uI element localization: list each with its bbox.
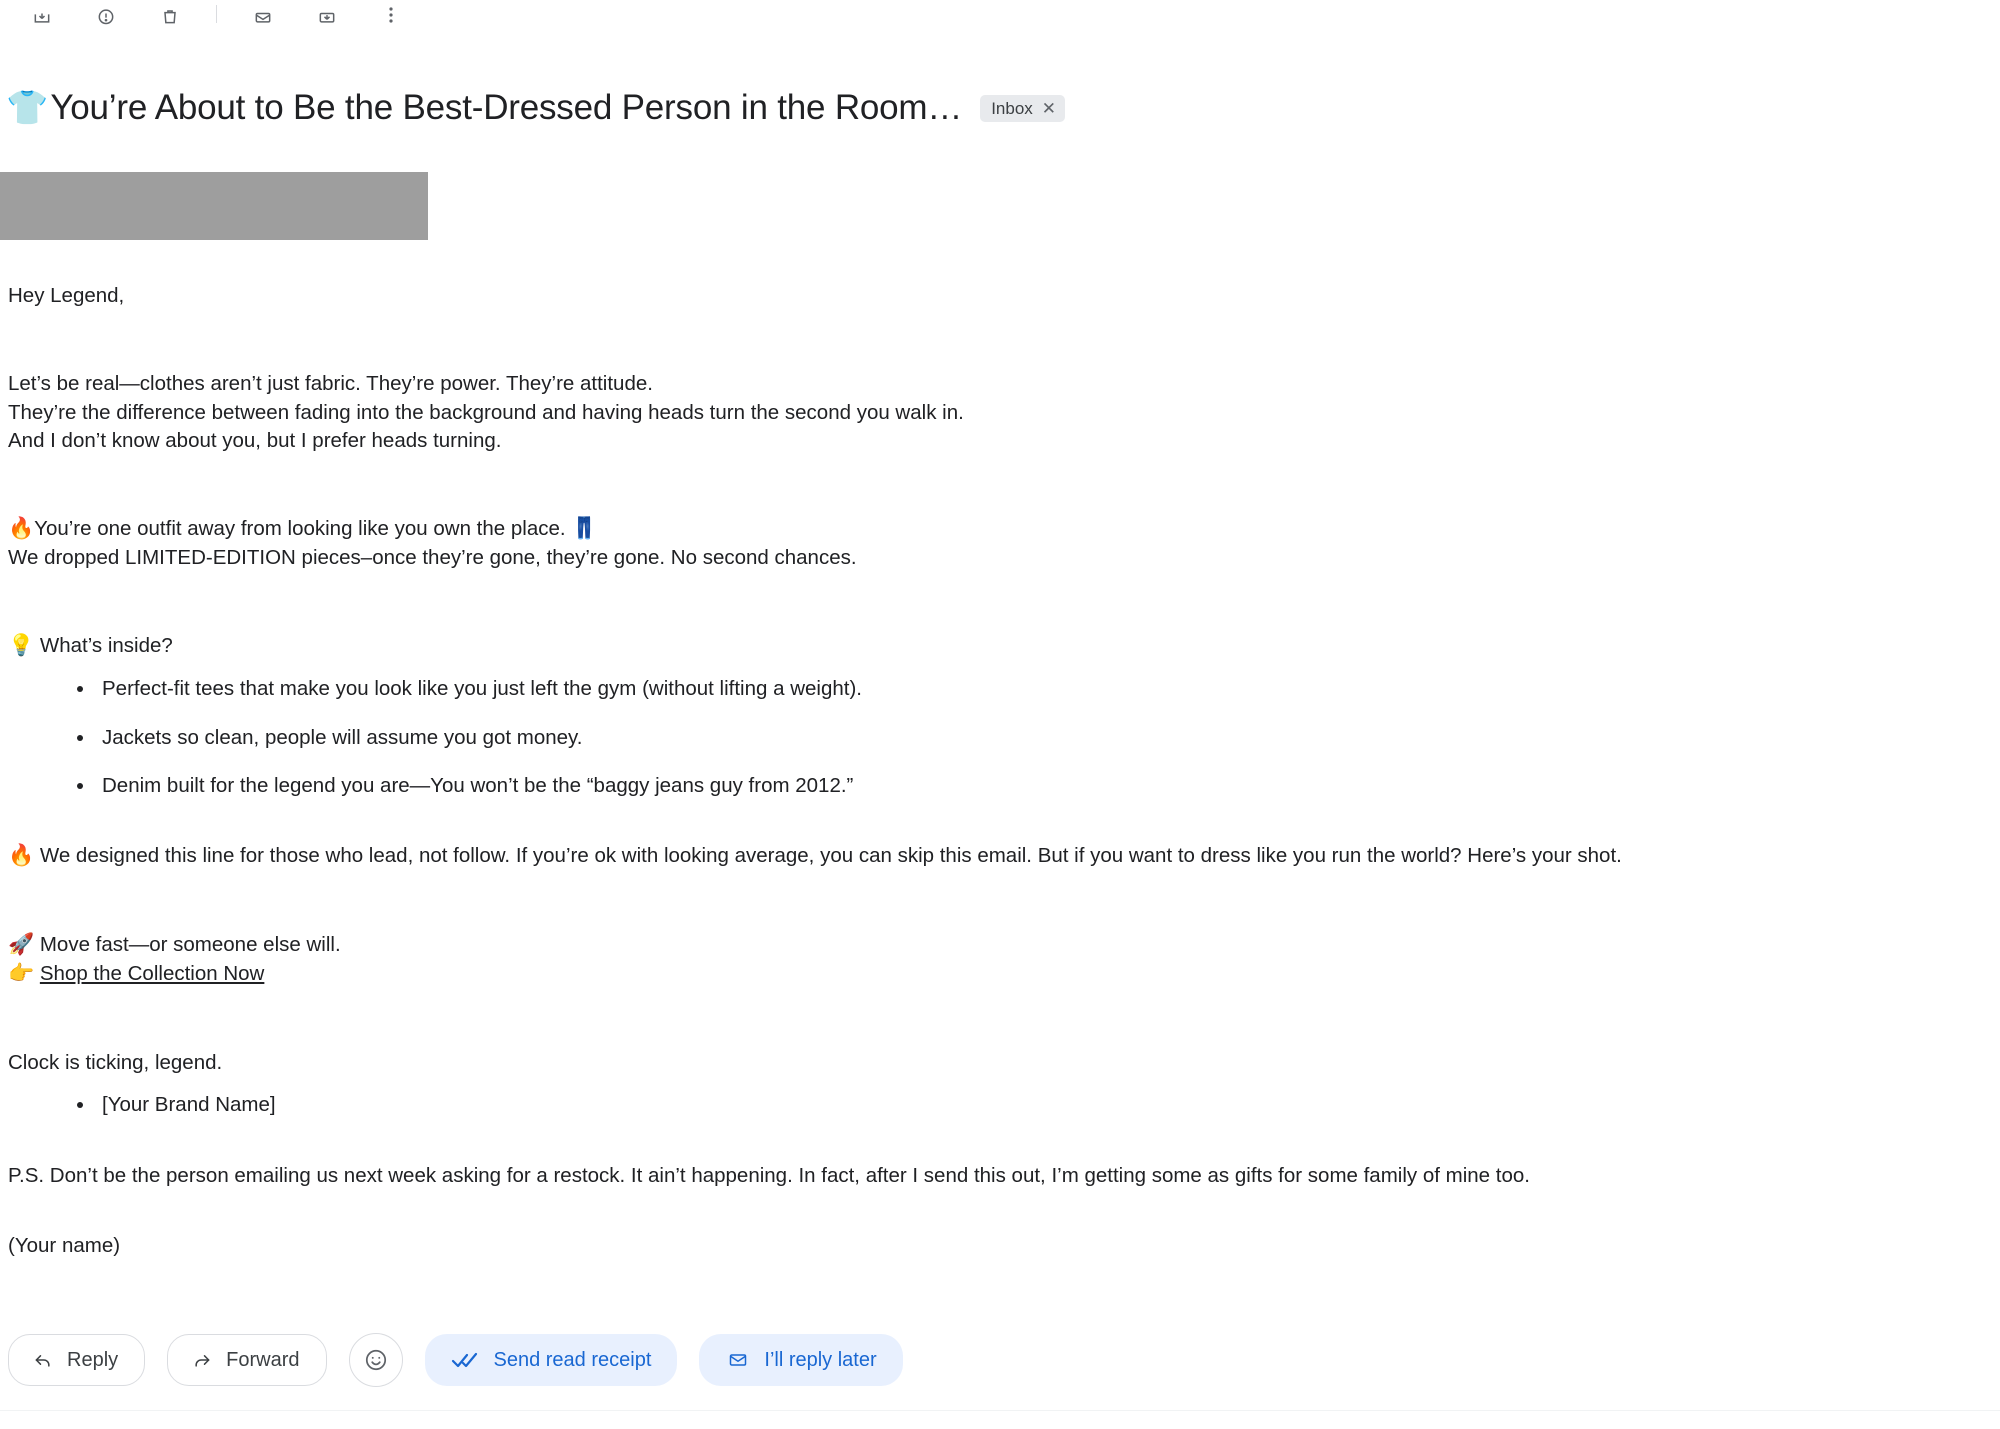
smiley-face-icon bbox=[363, 1347, 389, 1373]
archive-icon[interactable] bbox=[10, 0, 74, 26]
jeans-icon: 👖 bbox=[571, 517, 598, 541]
intro-line-1: Let’s be real—clothes aren’t just fabric. They’re power. They’re attitude. bbox=[8, 372, 653, 396]
redacted-sender-block bbox=[0, 172, 428, 240]
emoji-reaction-button[interactable] bbox=[349, 1333, 403, 1387]
reply-later-button[interactable] bbox=[699, 1334, 902, 1386]
label-chip-inbox[interactable] bbox=[980, 95, 1065, 122]
hook-text: You’re one outfit away from looking like you own the place. bbox=[34, 517, 566, 541]
list-item: • Denim built for the legend you are—You won’t be the “baggy jeans guy from 2012.” bbox=[96, 772, 1990, 800]
hook-line bbox=[8, 515, 1990, 544]
reply-arrow-icon bbox=[31, 1350, 55, 1370]
pointing-hand-icon: 👉 bbox=[8, 962, 35, 986]
greeting-line: Hey Legend, bbox=[8, 284, 125, 307]
reply-button[interactable] bbox=[8, 1334, 145, 1386]
message-action-bar bbox=[8, 1333, 903, 1387]
designed-text: We designed this line for those who lead, not follow. If you’re ok with looking average, you can skip this email. But if you want to dress like you run the world? Here’s your shot. bbox=[39, 844, 1622, 868]
fire-icon: 🔥 bbox=[8, 517, 35, 541]
forward-label: Forward bbox=[226, 1348, 300, 1371]
label-chip-text: Inbox bbox=[991, 98, 1033, 118]
email-body bbox=[0, 240, 2000, 1260]
reply-label: Reply bbox=[67, 1348, 119, 1371]
forward-button[interactable] bbox=[167, 1334, 326, 1386]
list-item: • Jackets so clean, people will assume you got money. bbox=[96, 724, 1990, 752]
fire-icon-2: 🔥 bbox=[8, 844, 35, 868]
forward-arrow-icon bbox=[190, 1350, 214, 1370]
intro-line-3: And I don’t know about you, but I prefer heads turning. bbox=[8, 428, 502, 452]
signature-list bbox=[8, 1091, 1990, 1119]
lightbulb-icon: 💡 bbox=[8, 634, 35, 658]
feature-list bbox=[8, 675, 1990, 800]
close-icon[interactable]: ✕ bbox=[1041, 98, 1057, 118]
send-read-receipt-button[interactable] bbox=[425, 1334, 678, 1386]
send-read-receipt-label: Send read receipt bbox=[493, 1348, 652, 1371]
shop-collection-link[interactable]: Shop the Collection Now bbox=[39, 962, 265, 986]
mark-unread-icon[interactable] bbox=[231, 0, 295, 26]
reply-later-label: I’ll reply later bbox=[764, 1348, 877, 1371]
move-fast-text: Move fast—or someone else will. bbox=[39, 933, 341, 957]
cta-line bbox=[8, 960, 1990, 989]
list-item: • Perfect-fit tees that make you look like you just left the gym (without lifting a weight). bbox=[96, 675, 1990, 703]
envelope-icon bbox=[725, 1350, 751, 1370]
report-spam-icon[interactable] bbox=[74, 0, 138, 26]
tshirt-icon: 👕 bbox=[6, 89, 49, 127]
rocket-icon: 🚀 bbox=[8, 933, 35, 957]
ps-line: P.S. Don’t be the person emailing us next week asking for a restock. It ain’t happening. In fact, after I send this out, I’m getting some as gifts for some family of mine too. bbox=[8, 1163, 1530, 1187]
list-item: • [Your Brand Name] bbox=[96, 1091, 1990, 1119]
bottom-strip bbox=[0, 1410, 2000, 1429]
closing-line: (Your name) bbox=[8, 1233, 121, 1257]
limited-edition-line: We dropped LIMITED-EDITION pieces–once they’re gone, they’re gone. No second chances. bbox=[8, 546, 857, 570]
clock-ticking-line: Clock is ticking, legend. bbox=[8, 1051, 223, 1075]
page-title: You’re About to Be the Best-Dressed Person in the Room… bbox=[50, 88, 963, 127]
double-check-icon bbox=[451, 1350, 481, 1370]
snooze-icon[interactable] bbox=[295, 0, 359, 26]
more-options-icon[interactable] bbox=[359, 0, 423, 26]
designed-line bbox=[8, 842, 1990, 871]
intro-line-2: They’re the difference between fading into the background and having heads turn the second you walk in. bbox=[8, 400, 964, 424]
whats-inside-heading bbox=[8, 632, 1990, 661]
delete-icon[interactable] bbox=[138, 0, 202, 26]
subject-row bbox=[0, 26, 2000, 128]
message-toolbar bbox=[0, 0, 2000, 26]
move-fast-line bbox=[8, 931, 1990, 960]
whats-inside-text: What’s inside? bbox=[39, 634, 173, 658]
toolbar-divider bbox=[216, 5, 217, 23]
